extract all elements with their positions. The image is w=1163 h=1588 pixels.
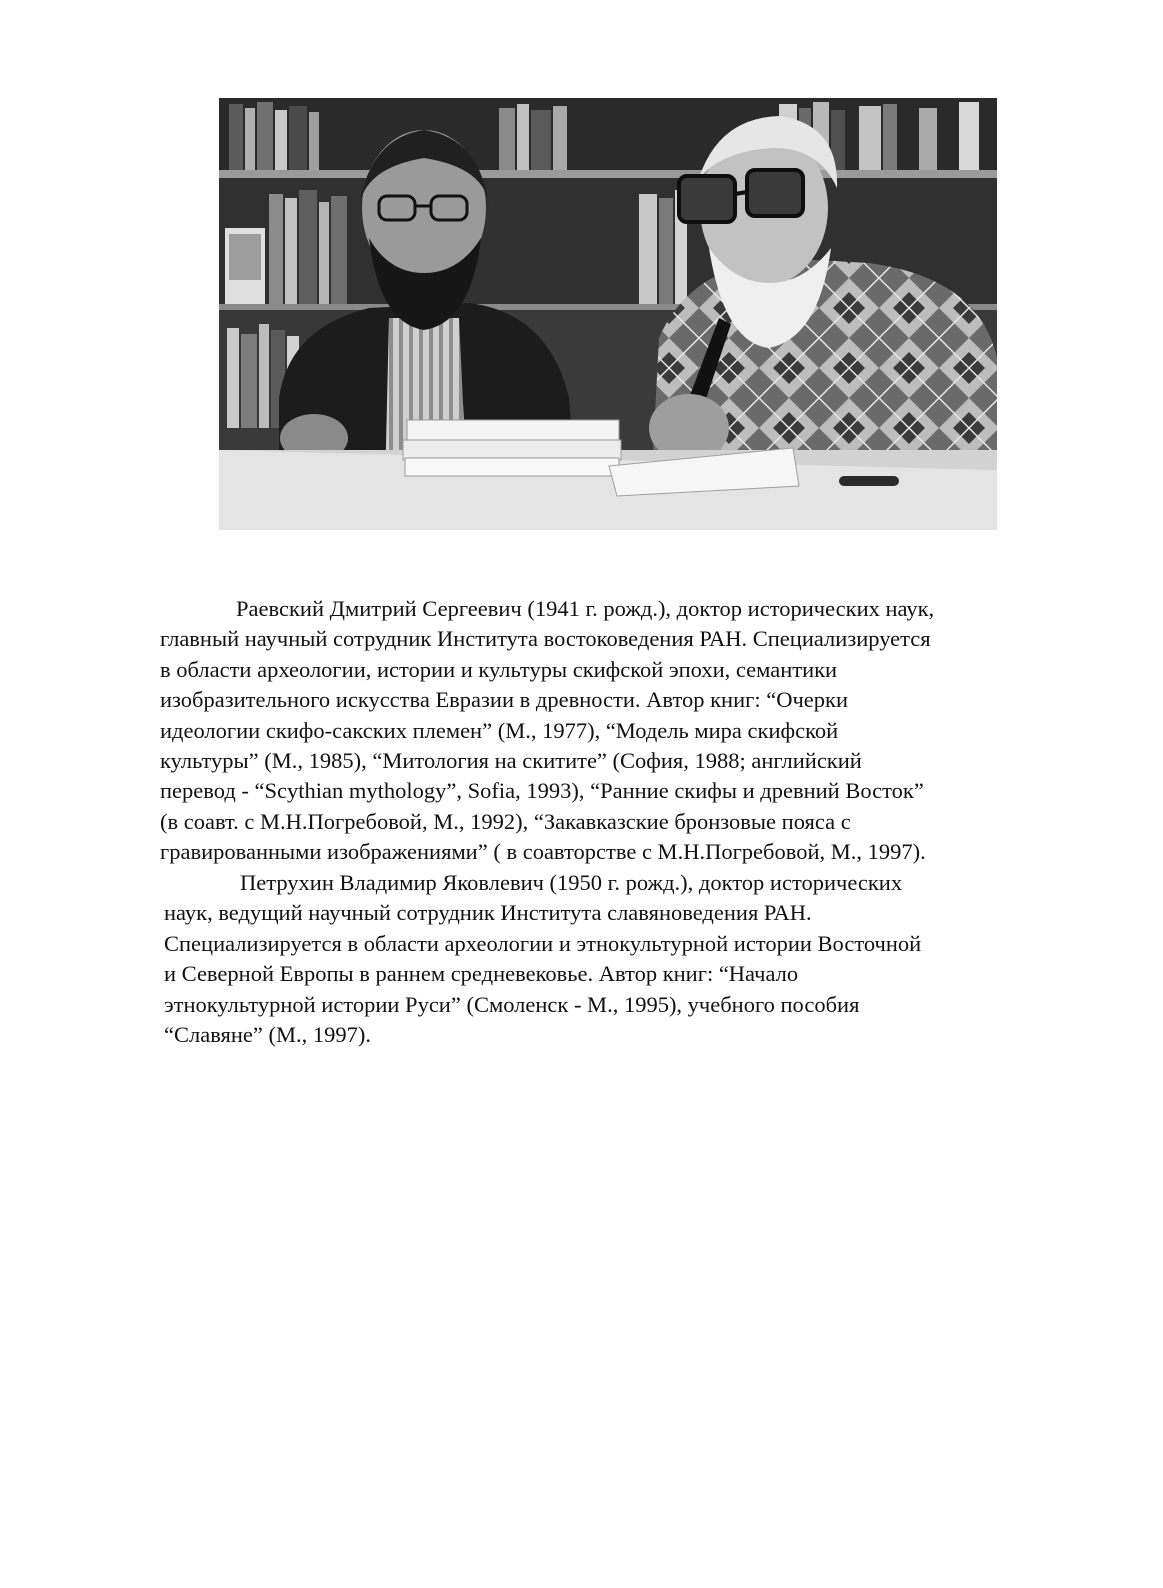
bio-line: и Северной Европы в раннем средневековье. Автор книг: “Начало [164,961,799,987]
bio-paragraph-petrukhin [164,868,1064,1050]
bio-line: идеологии скифо-сакских племен” (М., 1977), “Модель мира скифской [160,717,839,743]
bio-line: в области археологии, истории и культуры скифской эпохи, семантики [160,656,838,682]
bio-line: “Славяне” (М., 1997). [164,1022,372,1048]
bio-paragraph-raevsky [160,594,1060,868]
portrait-photo [219,98,997,530]
bio-line: главный научный сотрудник Института востоковедения РАН. Специализируется [160,626,931,652]
bio-line: культуры” (М., 1985), “Митология на скитите” (София, 1988; английский [160,748,862,774]
photo-illustration [219,98,997,530]
bio-line: Петрухин Владимир Яковлевич (1950 г. рожд.), доктор исторических [240,870,903,895]
bio-line: изобразительного искусства Евразии в древности. Автор книг: “Очерки [160,687,849,713]
bio-line: этнокультурной истории Руси” (Смоленск - М., 1995), учебного пособия [164,991,860,1017]
bio-line: (в соавт. с М.Н.Погребовой, М., 1992), “Закавказские бронзовые пояса с [160,808,851,834]
bio-line: перевод - “Scythian mythology”, Sofia, 1993), “Ранние скифы и древний Восток” [160,778,924,804]
bio-line: Раевский Дмитрий Сергеевич (1941 г. рожд.), доктор исторических наук, [236,596,935,621]
bio-line: Специализируется в области археологии и этнокультурной истории Восточной [164,930,922,956]
bio-line: наук, ведущий научный сотрудник Института славяноведения РАН. [164,900,812,926]
bio-line: гравированными изображениями” ( в соавторстве с М.Н.Погребовой, М., 1997). [160,839,926,865]
